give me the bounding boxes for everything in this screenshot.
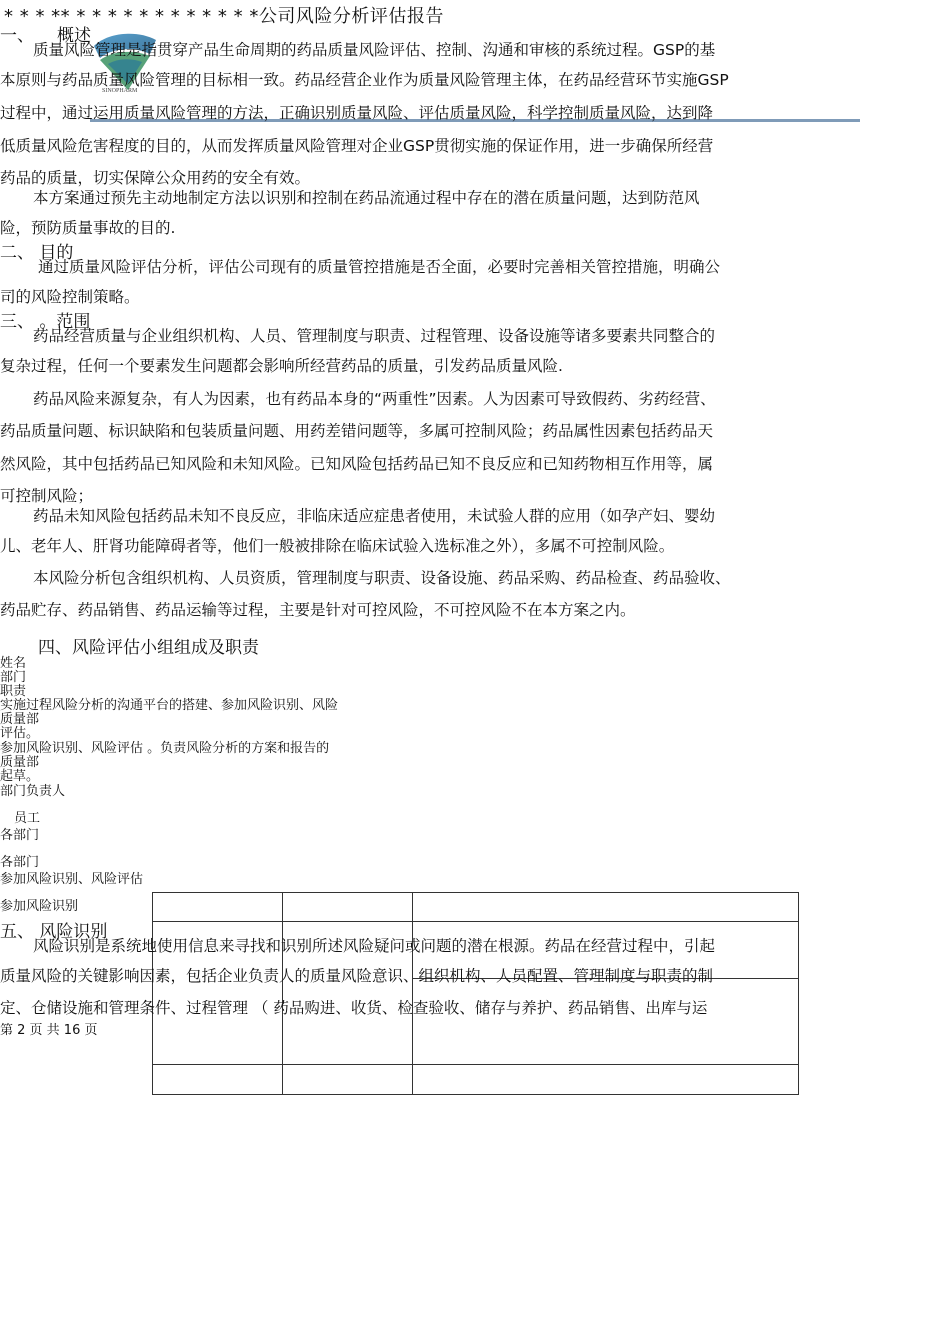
s3-p3-line-2: 儿、老年人、肝肾功能障碍者等，他们一般被排除在临床试验入选标准之外），多属不可控制风险。 — [0, 537, 675, 555]
s3-p4-line-1: 本风险分析包含组织机构、人员资质，管理制度与职责、设备设施、药品采购、药品检查、药品验收、 — [33, 569, 731, 587]
s3-p4-line-2: 药品贮存、药品销售、药品运输等过程，主要是针对可控风险，不可控风险不在本方案之内。 — [0, 601, 636, 619]
s3-p2-line-3: 然风险，其中包括药品已知风险和未知风险。已知风险包括药品已知不良反应和已知药物相互作用等，属 — [0, 455, 714, 473]
s3-p2-line-1: 药品风险来源复杂，有人为因素，也有药品本身的“两重性”因素。人为因素可导致假药、劣药经营、 — [33, 390, 716, 408]
s2-p1-line-2: 司的风险控制策略。 — [0, 288, 140, 306]
s5-p1-line-1: 风险识别是系统地使用信息来寻找和识别所述风险疑问或问题的潜在根源。药品在经营过程中，引起 — [33, 937, 716, 955]
s1-p1-line-1: 质量风险管理是指贯穿产品生命周期的药品质量风险评估、控制、沟通和审核的系统过程。GSP的基 — [33, 41, 716, 59]
logo-text: SINOPHARM — [102, 88, 138, 94]
s4-line-7: 参加风险识别、风险评估 。负责风险分析的方案和报告的 — [0, 741, 330, 756]
s3-p3-line-1: 药品未知风险包括药品未知不良反应，非临床适应症患者使用，未试验人群的应用（如孕产妇、婴幼 — [33, 507, 716, 525]
s4-line-5: 质量部 — [0, 712, 40, 727]
s3-p1-line-2: 复杂过程，任何一个要素发生问题都会影响所经营药品的质量，引发药品质量风险. — [0, 357, 563, 375]
s3-p2-line-4: 可控制风险； — [0, 487, 94, 505]
s4-line-8: 质量部 — [0, 755, 40, 770]
s2-p1-line-1: 通过质量风险评估分析，评估公司现有的质量管控措施是否全面，必要时完善相关管控措施，明确公 — [38, 258, 721, 276]
table-row-line — [152, 1064, 798, 1065]
s4-duty-1: 参加风险识别、风险评估 — [0, 872, 144, 887]
s4-line-1: 姓名 — [0, 656, 27, 671]
s4-line-2: 部门 — [0, 670, 27, 685]
s4-line-9: 起草。 — [0, 769, 40, 784]
s1-p2-line-1: 本方案通过预先主动地制定方法以识别和控制在药品流通过程中存在的潜在质量问题，达到防范风 — [33, 189, 700, 207]
page-number: 第 2 页 共 16 页 — [0, 1023, 98, 1038]
section-2-heading: 二、 目的 — [0, 243, 74, 263]
s4-line-3: 职责 — [0, 684, 27, 699]
s1-p1-line-2: 本原则与药品质量风险管理的目标相一致。药品经营企业作为质量风险管理主体，在药品经营环节实施GSP — [0, 71, 729, 89]
s4-line-6: 评估。 — [0, 726, 40, 741]
s4-duty-2: 参加风险识别 — [0, 899, 79, 914]
s4-line-4: 实施过程风险分析的沟通平台的搭建、参加风险识别、风险 — [0, 698, 339, 713]
section-5-heading: 五、 风险识别 — [0, 922, 108, 942]
s4-dept-1: 各部门 — [0, 828, 40, 843]
section-1-number: 一、 — [0, 26, 34, 46]
s1-p1-line-4: 低质量风险危害程度的目的，从而发挥质量风险管理对企业GSP贯彻实施的保证作用，进一步确保所经营 — [0, 137, 714, 155]
s4-dept-2: 各部门 — [0, 855, 40, 870]
table-row-line — [152, 921, 798, 922]
s4-line-10: 部门负责人 — [0, 784, 66, 799]
s4-staff: 员工 — [14, 811, 41, 826]
s3-p2-line-2: 药品质量问题、标识缺陷和包装质量问题、用药差错问题等，多属可控制风险；药品属性因素包括药品天 — [0, 422, 714, 440]
s1-p1-line-3: 过程中，通过运用质量风险管理的方法，正确识别质量风险、评估质量风险，科学控制质量风险，达到降 — [0, 104, 714, 122]
section-1-heading: 概述 — [57, 26, 91, 46]
s5-p1-line-2: 质量风险的关键影响因素，包括企业负责人的质量风险意识、组织机构、人员配置、管理制度与职责的制 — [0, 967, 714, 985]
s5-p1-line-3: 定、仓储设施和管理条件、过程管理 （ 药品购进、收货、检查验收、储存与养护、药品销售、出库与运 — [0, 999, 708, 1017]
s1-p2-line-2: 险，预防质量事故的目的. — [0, 219, 176, 237]
s3-p1-line-1: 药品经营质量与企业组织机构、人员、管理制度与职责、过程管理、设备设施等诸多要素共同整合的 — [33, 327, 716, 345]
page-title: * * * ** * * * * * * * * * * * *公司风险分析评估报告 — [4, 6, 444, 27]
section-4-heading: 四、风险评估小组组成及职责 — [38, 638, 259, 658]
section-3-heading: 三、 。范围 — [0, 312, 91, 332]
s1-p1-line-5: 药品的质量，切实保障公众用药的安全有效。 — [0, 169, 311, 187]
